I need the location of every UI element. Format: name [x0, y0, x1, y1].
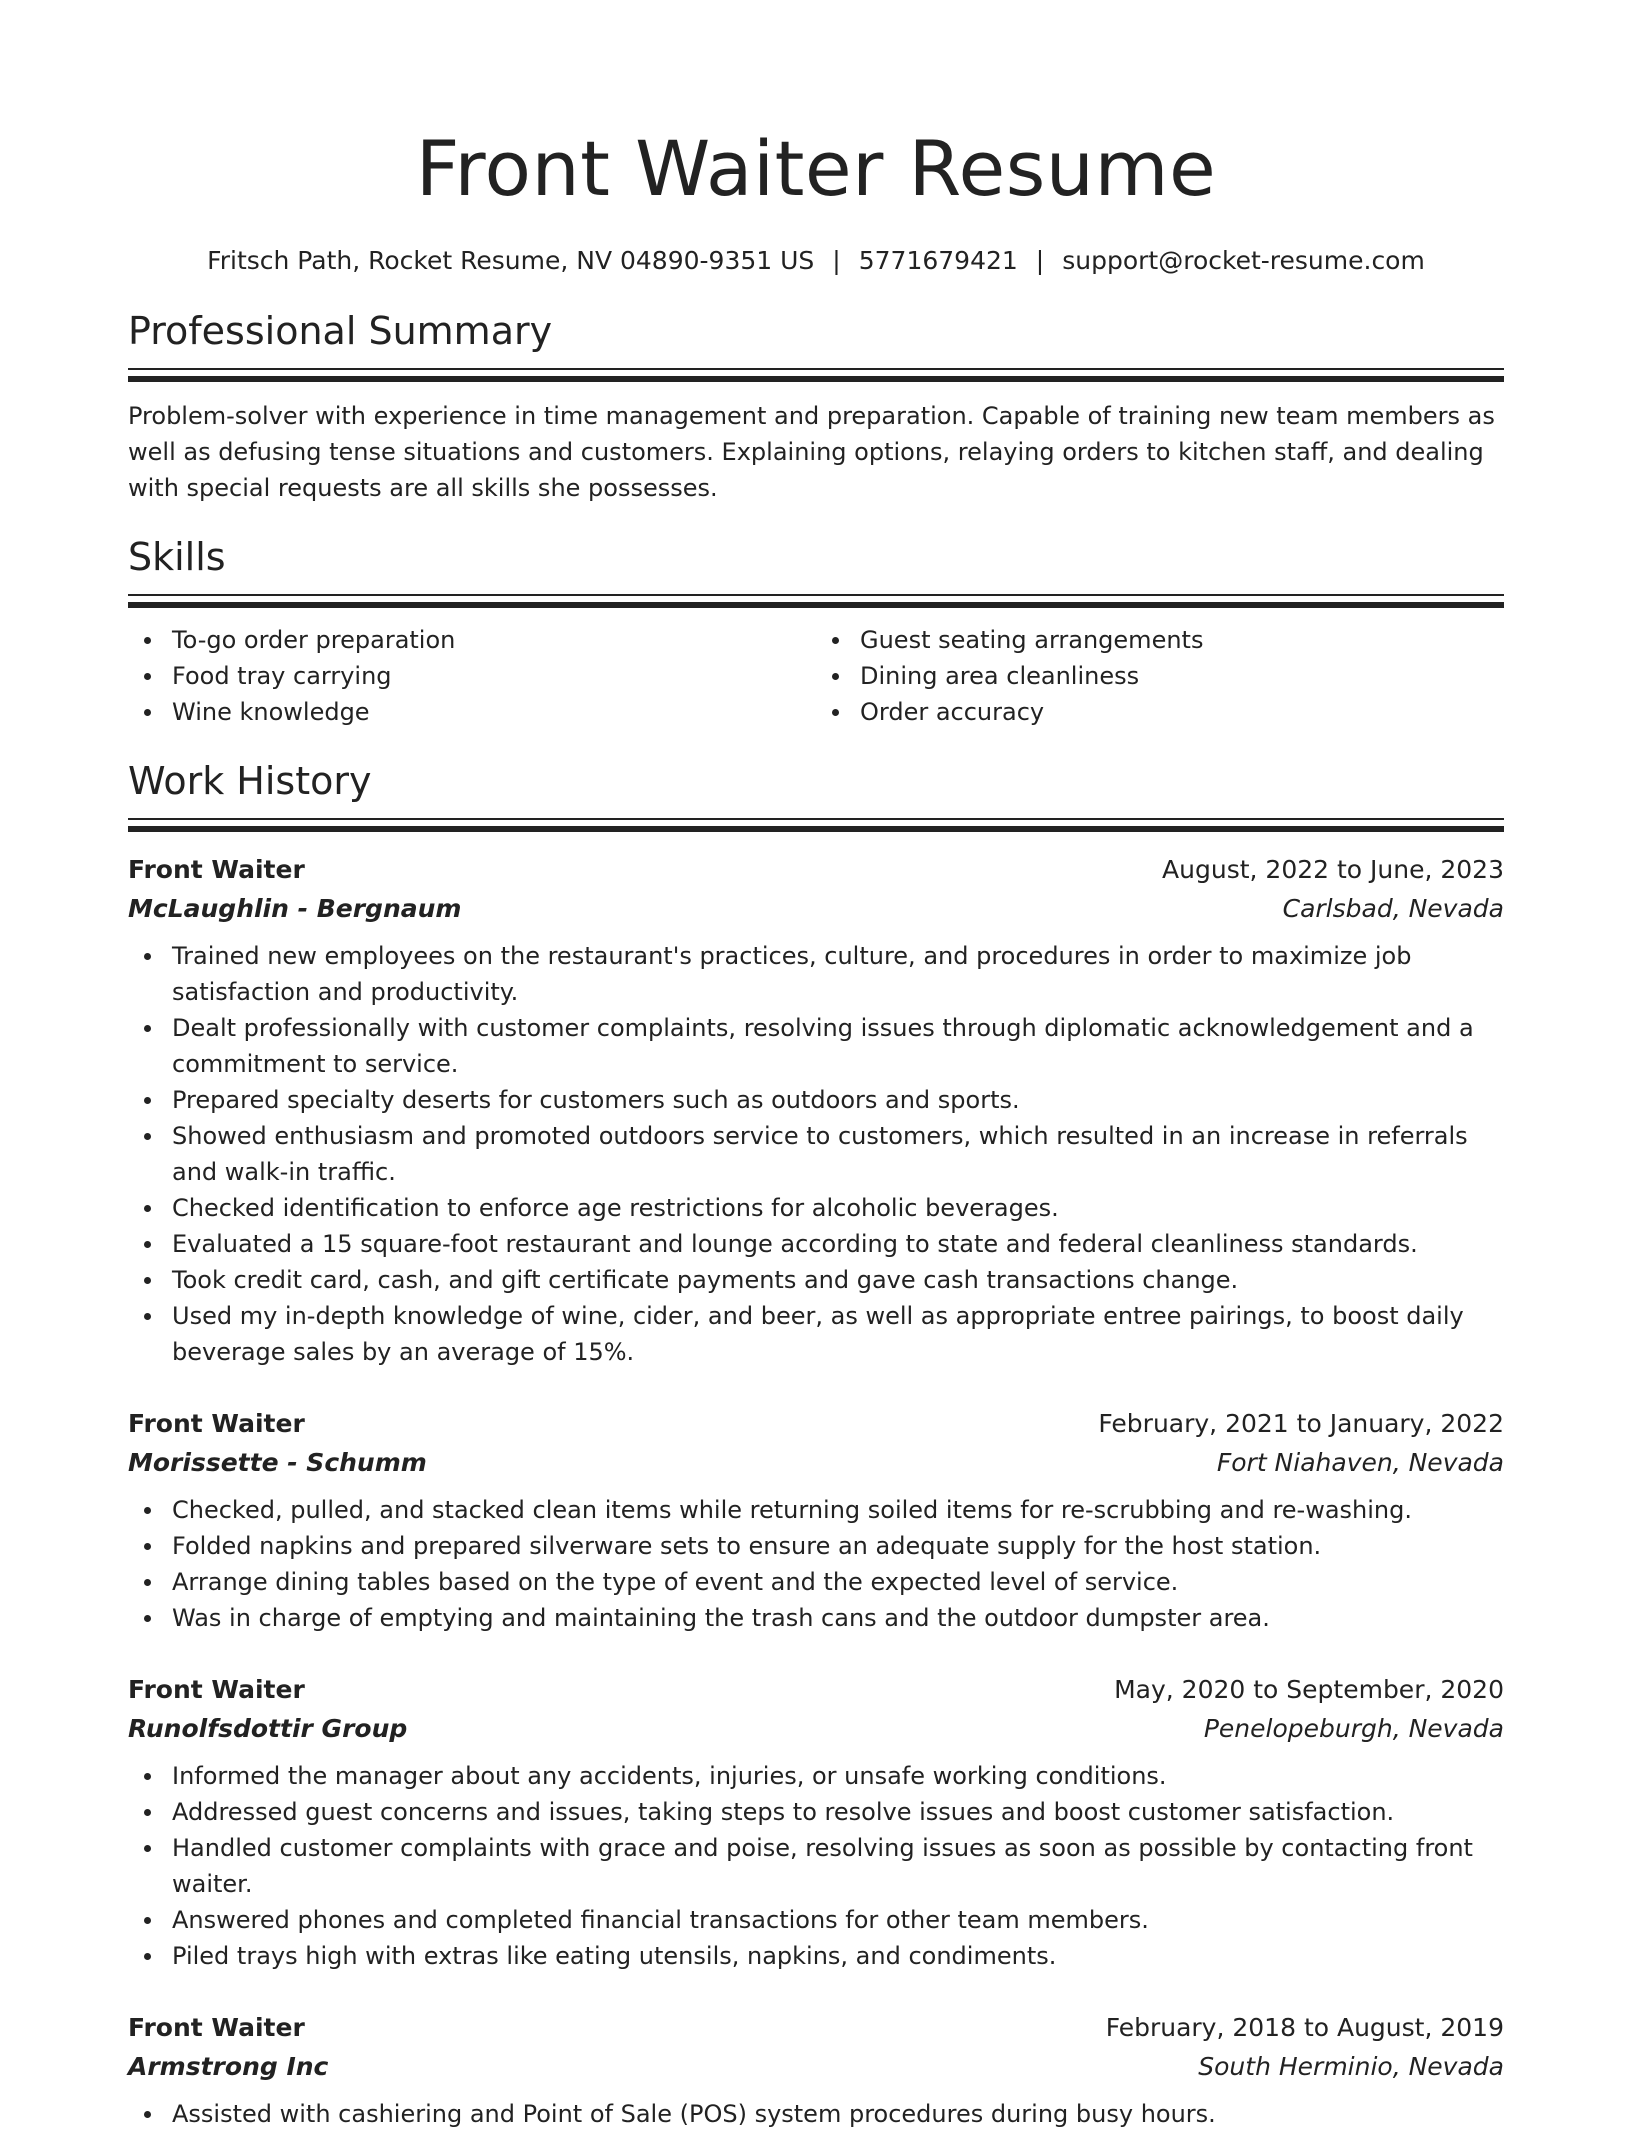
job-bullet: Answered phones and completed financial transactions for other team members.: [172, 1902, 1504, 1938]
section-divider: [128, 368, 1504, 382]
job-bullet: Trained new employees on the restaurant's practices, culture, and procedures in order to maximize job satisfaction and productivity.: [172, 938, 1504, 1010]
contact-separator: |: [832, 246, 841, 275]
job-header-row: [128, 1404, 1504, 1443]
job-entry: [128, 1670, 1504, 1974]
skill-item: Food tray carrying: [172, 658, 816, 694]
skill-item: Guest seating arrangements: [860, 622, 1504, 658]
job-location: Penelopeburgh, Nevada: [1203, 1714, 1504, 1743]
job-location: Carlsbad, Nevada: [1282, 894, 1504, 923]
job-entry: [128, 1404, 1504, 1636]
job-bullets: [128, 1492, 1504, 1636]
job-dates: February, 2021 to January, 2022: [1098, 1409, 1504, 1438]
job-title: Front Waiter: [128, 855, 305, 884]
skills-column-right: [816, 622, 1504, 730]
job-company: Armstrong Inc: [128, 2052, 329, 2081]
contact-separator: |: [1035, 246, 1045, 275]
summary-text: Problem-solver with experience in time management and preparation. Capable of training new team members as well as defusing tense situations and customers. Explaining options, relaying orders to kitchen staff, and dealing with special requests are all skills she possesses.: [128, 402, 1495, 502]
skill-item: Wine knowledge: [172, 694, 816, 730]
job-header-row: [128, 1670, 1504, 1709]
job-company: Morissette - Schumm: [128, 1448, 427, 1477]
job-bullet: Checked, pulled, and stacked clean items while returning soiled items for re-scrubbing and re-washing.: [172, 1492, 1504, 1528]
job-subheader-row: [128, 889, 1504, 928]
contact-line: [128, 244, 1504, 278]
skill-item: To-go order preparation: [172, 622, 816, 658]
job-bullet: Was in charge of emptying and maintaining the trash cans and the outdoor dumpster area.: [172, 1600, 1504, 1636]
contact-address: Fritsch Path, Rocket Resume, NV 04890-9351 US: [207, 246, 815, 275]
job-bullet: Evaluated a 15 square-foot restaurant and lounge according to state and federal cleanliness standards.: [172, 1226, 1504, 1262]
job-header-row: [128, 2008, 1504, 2047]
section-divider: [128, 594, 1504, 608]
job-bullet: Dealt professionally with customer complaints, resolving issues through diplomatic acknowledgement and a commitment to service.: [172, 1010, 1504, 1082]
job-dates: May, 2020 to September, 2020: [1114, 1675, 1504, 1704]
job-location: South Herminio, Nevada: [1198, 2052, 1504, 2081]
job-subheader-row: [128, 2047, 1504, 2086]
job-bullets: [128, 2096, 1504, 2132]
section-divider: [128, 818, 1504, 832]
job-bullet: Arrange dining tables based on the type of event and the expected level of service.: [172, 1564, 1504, 1600]
skills-section: [128, 532, 1504, 730]
job-entry: [128, 850, 1504, 1370]
job-header-row: [128, 850, 1504, 889]
job-dates: February, 2018 to August, 2019: [1105, 2013, 1504, 2042]
job-bullet: Informed the manager about any accidents, injuries, or unsafe working conditions.: [172, 1758, 1504, 1794]
job-location: Fort Niahaven, Nevada: [1216, 1448, 1504, 1477]
skill-item: Order accuracy: [860, 694, 1504, 730]
contact-email: support@rocket-resume.com: [1062, 246, 1425, 275]
job-company: Runolfsdottir Group: [128, 1714, 408, 1743]
job-bullet: Piled trays high with extras like eating utensils, napkins, and condiments.: [172, 1938, 1504, 1974]
professional-summary-section: [128, 306, 1504, 506]
section-heading-summary: Professional Summary: [128, 309, 553, 353]
job-entry: [128, 2008, 1504, 2132]
job-company: McLaughlin - Bergnaum: [128, 894, 462, 923]
job-subheader-row: [128, 1709, 1504, 1748]
job-bullet: Prepared specialty deserts for customers such as outdoors and sports.: [172, 1082, 1504, 1118]
job-bullet: Folded napkins and prepared silverware sets to ensure an adequate supply for the host station.: [172, 1528, 1504, 1564]
job-bullet: Addressed guest concerns and issues, taking steps to resolve issues and boost customer satisfaction.: [172, 1794, 1504, 1830]
job-bullet: Handled customer complaints with grace and poise, resolving issues as soon as possible by contacting front waiter.: [172, 1830, 1504, 1902]
work-history-section: [128, 756, 1504, 2132]
contact-phone: 5771679421: [858, 246, 1018, 275]
skills-grid: [128, 622, 1504, 730]
job-dates: August, 2022 to June, 2023: [1162, 855, 1504, 884]
job-title: Front Waiter: [128, 2013, 305, 2042]
section-heading-work: Work History: [128, 759, 372, 803]
job-subheader-row: [128, 1443, 1504, 1482]
job-bullets: [128, 1758, 1504, 1974]
job-title: Front Waiter: [128, 1409, 305, 1438]
section-heading-skills: Skills: [128, 535, 226, 579]
job-bullet: Took credit card, cash, and gift certificate payments and gave cash transactions change.: [172, 1262, 1504, 1298]
job-bullet: Showed enthusiasm and promoted outdoors service to customers, which resulted in an increase in referrals and walk-in traffic.: [172, 1118, 1504, 1190]
resume-title: Front Waiter Resume: [415, 124, 1217, 213]
job-bullets: [128, 938, 1504, 1370]
job-bullet: Assisted with cashiering and Point of Sale (POS) system procedures during busy hours.: [172, 2096, 1504, 2132]
job-bullet: Used my in-depth knowledge of wine, cider, and beer, as well as appropriate entree pairings, to boost daily beverage sales by an average of 15%.: [172, 1298, 1504, 1370]
job-bullet: Checked identification to enforce age restrictions for alcoholic beverages.: [172, 1190, 1504, 1226]
skills-column-left: [128, 622, 816, 730]
skill-item: Dining area cleanliness: [860, 658, 1504, 694]
job-title: Front Waiter: [128, 1675, 305, 1704]
